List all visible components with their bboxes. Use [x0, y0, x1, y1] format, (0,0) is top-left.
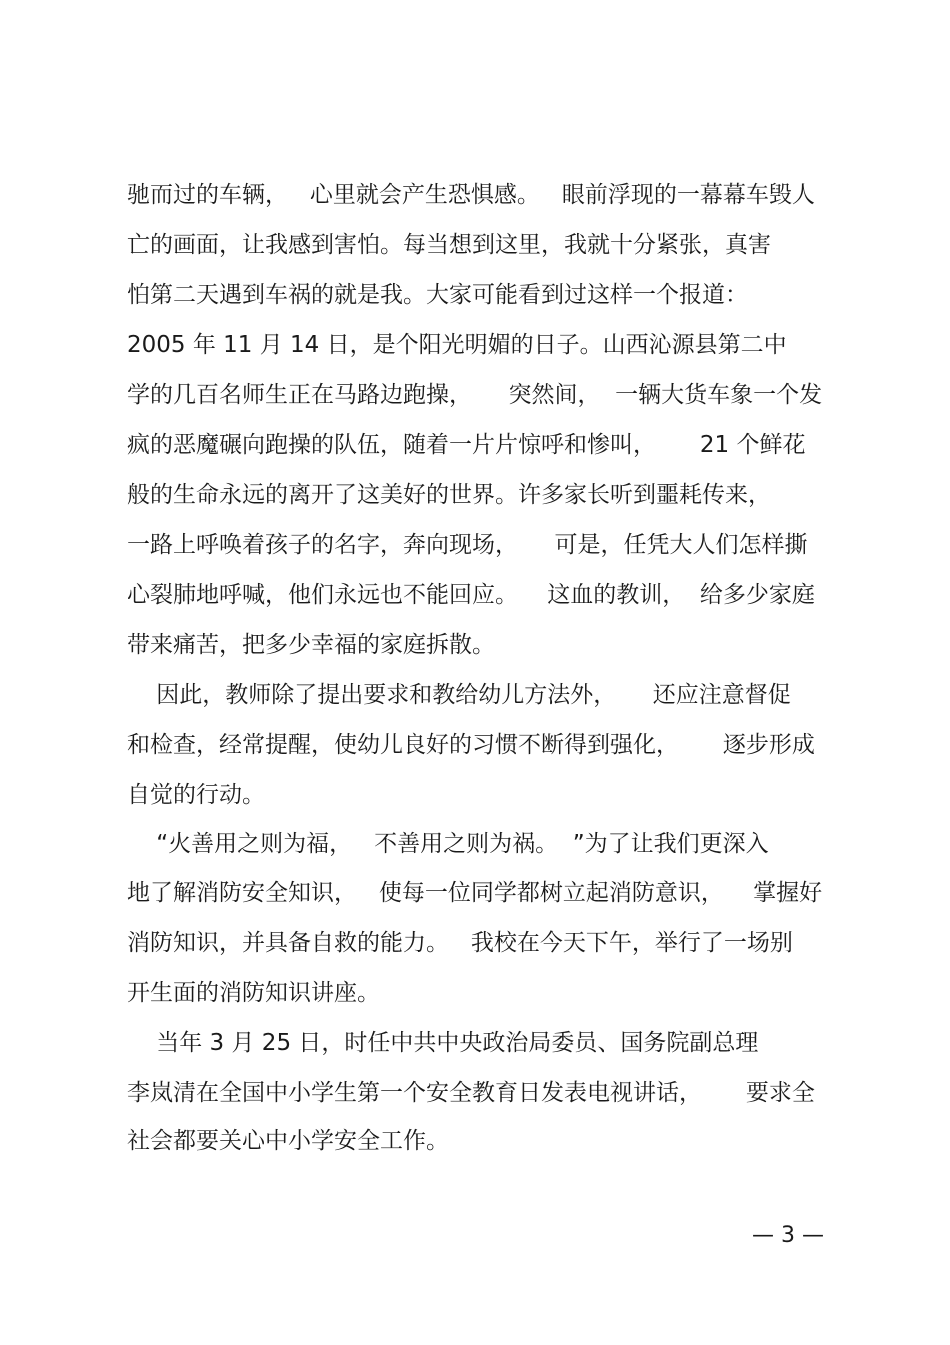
- text-line: 般的生命永远的离开了这美好的世界。许多家长听到噩耗传来，: [127, 482, 771, 508]
- text-line: 开生面的消防知识讲座。: [127, 980, 380, 1006]
- text-line: 驰而过的车辆， 心里就会产生恐惧感。 眼前浮现的一幕幕车毁人: [127, 182, 815, 208]
- text-line: 李岚清在全国中小学生第一个安全教育日发表电视讲话， 要求全: [127, 1080, 815, 1106]
- text-line: 消防知识，并具备自救的能力。 我校在今天下午，举行了一场别: [127, 930, 793, 956]
- text-line: 地了解消防安全知识， 使每一位同学都树立起消防意识， 掌握好: [127, 880, 823, 906]
- text-line: 2005 年 11 月 14 日，是个阳光明媚的日子。山西沁源县第二中: [127, 332, 787, 358]
- text-line: 亡的画面，让我感到害怕。每当想到这里，我就十分紧张，真害: [127, 232, 771, 258]
- page-number: — 3 —: [752, 1223, 824, 1248]
- text-line: 和检查，经常提醒，使幼儿良好的习惯不断得到强化， 逐步形成: [127, 732, 815, 758]
- text-line: 一路上呼唤着孩子的名字，奔向现场， 可是，任凭大人们怎样撕: [127, 532, 808, 558]
- text-line: 自觉的行动。: [127, 782, 265, 808]
- text-line: 当年 3 月 25 日，时任中共中央政治局委员、国务院副总理: [127, 1030, 759, 1056]
- text-line: 社会都要关心中小学安全工作。: [127, 1128, 449, 1154]
- text-line: 心裂肺地呼喊，他们永远也不能回应。 这血的教训， 给多少家庭: [127, 582, 815, 608]
- text-line: 怕第二天遇到车祸的就是我。大家可能看到过这样一个报道：: [127, 282, 748, 308]
- text-line: 疯的恶魔碾向跑操的队伍，随着一片片惊呼和惨叫， 21 个鲜花: [127, 432, 806, 458]
- text-line: “火善用之则为福， 不善用之则为祸。 ”为了让我们更深入: [127, 831, 769, 857]
- text-line: 因此，教师除了提出要求和教给幼儿方法外， 还应注意督促: [127, 682, 791, 708]
- text-line: 学的几百名师生正在马路边跑操， 突然间， 一辆大货车象一个发: [127, 382, 823, 408]
- text-line: 带来痛苦，把多少幸福的家庭拆散。: [127, 632, 495, 658]
